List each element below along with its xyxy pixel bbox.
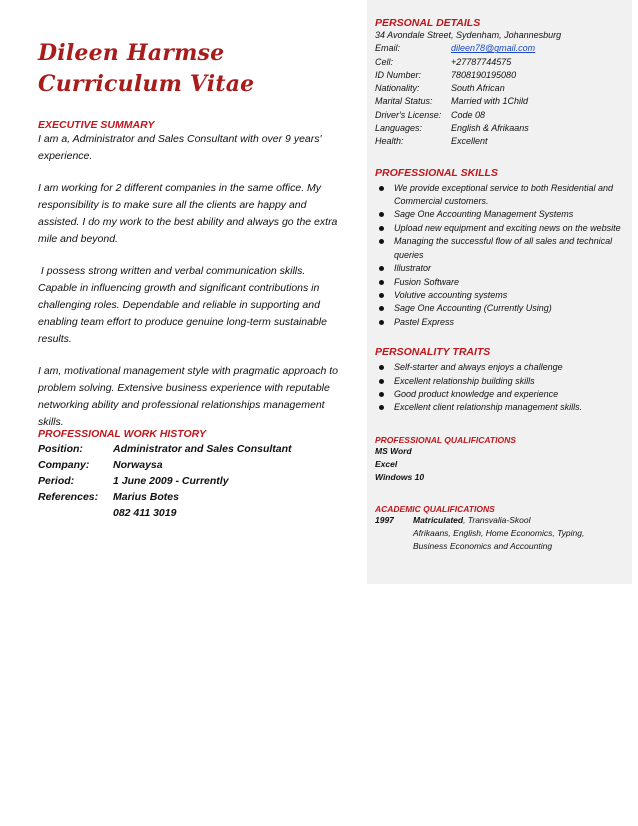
qualification-item: Windows 10: [375, 471, 425, 482]
list-item: Managing the successful flow of all sales and technical queries: [375, 235, 626, 262]
detail-row: [375, 42, 626, 55]
detail-row: [375, 95, 626, 108]
detail-row: [375, 69, 626, 82]
cv-header: [38, 38, 254, 100]
skills-list: [375, 182, 626, 329]
summary-paragraph: I am working for 2 different companies in the same office. My responsibility is to make sure all the clients are happy and assisted. I do my work to the best ability and always go the extra mile and beyond.: [38, 182, 338, 245]
detail-key: Nationality:: [375, 83, 420, 94]
traits-list: [375, 361, 626, 415]
qualification-item: Excel: [375, 458, 398, 469]
personality-traits-section: [375, 346, 626, 415]
detail-value: 7808190195080: [451, 69, 517, 80]
list-item: Excellent relationship building skills: [375, 375, 626, 388]
work-key: Position:: [38, 443, 83, 455]
detail-row: [375, 56, 626, 69]
academic-subjects-row: [375, 527, 626, 553]
work-key: Period:: [38, 475, 75, 487]
address-line: 34 Avondale Street, Sydenham, Johannesburg: [375, 30, 562, 40]
list-item: We provide exceptional service to both Residential and Commercial customers.: [375, 182, 626, 209]
detail-key: ID Number:: [375, 69, 422, 80]
work-row: [38, 505, 348, 521]
detail-row: [375, 82, 626, 95]
academic-year: 1997: [375, 514, 394, 525]
detail-value: South African: [451, 83, 505, 94]
detail-row: [375, 109, 626, 122]
professional-skills-section: [375, 167, 626, 329]
list-item: Illustrator: [375, 262, 626, 275]
detail-value: Excellent: [451, 136, 488, 147]
detail-key: Health:: [375, 136, 404, 147]
personal-details-heading: PERSONAL DETAILS: [375, 17, 481, 29]
academic-title: Matriculated: [413, 514, 464, 525]
detail-key: Cell:: [375, 56, 394, 67]
work-value: Administrator and Sales Consultant: [113, 443, 292, 455]
detail-key: Marital Status:: [375, 96, 433, 107]
work-value: Marius Botes: [113, 491, 179, 503]
list-item: Volutive accounting systems: [375, 289, 626, 302]
academic-detail: [413, 514, 530, 527]
work-row: [38, 473, 348, 489]
detail-key: Email:: [375, 43, 401, 54]
candidate-name: Dileen Harmse: [38, 40, 225, 66]
executive-summary-heading: EXECUTIVE SUMMARY: [38, 119, 155, 131]
list-item: Excellent client relationship management skills.: [375, 401, 626, 414]
work-row: [38, 441, 348, 457]
personality-traits-heading: PERSONALITY TRAITS: [375, 346, 491, 359]
list-item: Sage One Accounting (Currently Using): [375, 302, 626, 315]
work-key: [38, 505, 113, 521]
list-item: Upload new equipment and exciting news on the website: [375, 222, 626, 235]
work-value: 082 411 3019: [113, 507, 177, 519]
summary-paragraph: I am, motivational management style with pragmatic approach to problem solving. Extensive business experience with reputable networking ability and professional relationships management skills.: [38, 365, 338, 428]
email-link[interactable]: dileen78@gmail.com: [451, 43, 536, 54]
detail-key: Driver's License:: [375, 109, 442, 120]
personal-details-section: [375, 0, 626, 149]
work-key: References:: [38, 491, 99, 503]
list-item: Fusion Software: [375, 276, 626, 289]
detail-value: English & Afrikaans: [451, 123, 529, 134]
detail-row: [375, 135, 626, 148]
summary-paragraph: I possess strong written and verbal communication skills. Capable in influencing growth and significant contributions in challenging roles. Dependable and reliable in supporting and enabling team effort to produce genuine long-term sustainable results.: [38, 265, 330, 345]
work-row: [38, 489, 348, 505]
work-value: 1 June 2009 - Currently: [113, 475, 229, 487]
work-history-section: [38, 428, 348, 521]
work-row: [38, 457, 348, 473]
work-value: Norwaysa: [113, 459, 163, 471]
academic-subjects: Afrikaans, English, Home Economics, Typing, Business Economics and Accounting: [413, 527, 585, 551]
professional-qualifications-heading: PROFESSIONAL QUALIFICATIONS: [375, 434, 516, 445]
list-item: Self-starter and always enjoys a challenge: [375, 361, 626, 374]
detail-row: [375, 122, 626, 135]
detail-value: Married with 1Child: [451, 96, 529, 107]
professional-skills-heading: PROFESSIONAL SKILLS: [375, 166, 498, 179]
list-item: Pastel Express: [375, 316, 626, 329]
work-history-heading: PROFESSIONAL WORK HISTORY: [38, 428, 207, 440]
academic-school: , Transvalia-Skool: [463, 514, 531, 525]
academic-qualifications-section: [375, 504, 626, 553]
qualification-item: MS Word: [375, 445, 412, 456]
list-item: Sage One Accounting Management Systems: [375, 208, 626, 221]
document-title: Curriculum Vitae: [38, 71, 255, 97]
list-item: Good product knowledge and experience: [375, 388, 626, 401]
academic-row: [375, 514, 626, 527]
summary-paragraph: I am a, Administrator and Sales Consultant with over 9 years' experience.: [38, 133, 322, 162]
work-key: Company:: [38, 459, 90, 471]
detail-key: Languages:: [375, 123, 423, 134]
academic-qualifications-heading: ACADEMIC QUALIFICATIONS: [375, 503, 495, 514]
detail-value: Code 08: [451, 109, 486, 120]
detail-value: +27787744575: [451, 56, 512, 67]
right-column: [367, 0, 632, 584]
executive-summary-section: [38, 119, 343, 431]
professional-qualifications-section: [375, 435, 626, 484]
